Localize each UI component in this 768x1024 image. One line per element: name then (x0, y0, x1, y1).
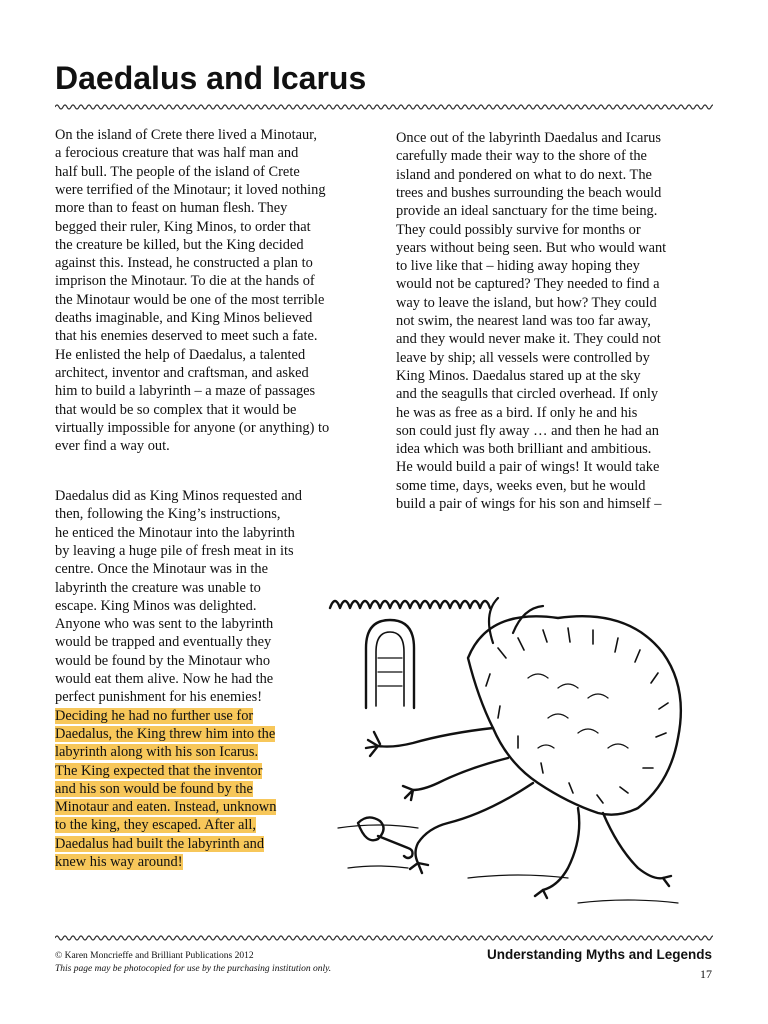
photocopy-note: This page may be photocopied for use by the purchasing institution only. (55, 964, 332, 974)
page-title: Daedalus and Icarus (55, 60, 367, 96)
body-text-line: that would be so complex that it would be (55, 401, 297, 418)
highlight-span: Minotaur and eaten. Instead, unknown (55, 799, 277, 816)
body-text-line: to live like that – hiding away hoping they (396, 258, 640, 275)
highlighted-text-line (55, 835, 264, 853)
series-title: Understanding Myths and Legends (486, 947, 712, 962)
highlight-span: to the king, they escaped. After all, (55, 817, 257, 834)
body-text-line: then, following the King’s instructions, (55, 506, 281, 523)
highlighted-text-line (55, 780, 253, 798)
highlighted-text-line (55, 743, 258, 761)
body-text-line: and they would never make it. They could not (396, 331, 661, 348)
highlight-span: labyrinth along with his son Icarus. (55, 744, 259, 761)
body-text-line: would not be captured? They needed to find a (396, 276, 660, 293)
body-text-line: provide an ideal sanctuary for the time being. (396, 203, 658, 220)
body-text-line: ever find a way out. (55, 438, 170, 455)
highlight-span: and his son would be found by the (55, 780, 253, 797)
body-text-line: some time, days, weeks even, but he would (396, 477, 646, 494)
body-text-line: begged their ruler, King Minos, to order that (55, 218, 311, 235)
body-text-line: build a pair of wings for his son and himself – (396, 496, 662, 512)
body-text-line: would be trapped and eventually they (55, 634, 272, 651)
body-text-line: labyrinth the creature was unable to (55, 579, 261, 596)
body-text-line: On the island of Crete there lived a Minotaur, (55, 127, 317, 143)
body-text-line: against this. Instead, he constructed a plan to (55, 255, 313, 272)
body-text-line: and the seagulls that circled overhead. If only (396, 386, 659, 403)
body-text-line: island and pondered on what to do next. The (396, 166, 652, 183)
highlighted-text-line (55, 707, 253, 725)
body-text-line: escape. King Minos was delighted. (55, 597, 257, 614)
highlight-span: The King expected that the inventor (55, 762, 263, 779)
minotaur-arm (378, 728, 493, 747)
body-text-line: more than to feast on human flesh. They (55, 200, 288, 217)
body-text-line: were terrified of the Minotaur; it loved nothing (55, 181, 326, 198)
body-text-line: not swim, the nearest land was too far away, (396, 313, 651, 329)
body-text-line: would be found by the Minotaur who (55, 652, 271, 669)
top-wavy-divider (55, 103, 713, 111)
labyrinth-wall-outline (330, 601, 490, 608)
highlighted-text-line (55, 762, 262, 780)
body-text-line: way to leave the island, but how? They could (396, 294, 657, 311)
meat-drumstick (358, 817, 413, 858)
body-text-line: he enticed the Minotaur into the labyrinth (55, 524, 295, 541)
body-text-line: by leaving a huge pile of fresh meat in its (55, 542, 294, 559)
body-text-line: son could just fly away … and then he had an (396, 422, 659, 439)
body-text-line: that his enemies deserved to meet such a fate. (55, 328, 318, 345)
highlighted-text-line (55, 725, 275, 743)
body-text-line: years without being seen. But who would want (396, 239, 667, 256)
minotaur-body (468, 616, 681, 814)
body-text-line: deaths imaginable, and King Minos believed (55, 310, 313, 326)
body-text-line: trees and bushes surrounding the beach would (396, 184, 662, 201)
page-number: 17 (700, 967, 712, 981)
highlighted-text-line (55, 816, 256, 834)
highlight-span: Daedalus had built the labyrinth and (55, 835, 265, 852)
body-text-line: architect, inventor and craftsman, and asked (55, 364, 309, 381)
body-text-line: he was as free as a bird. If only he and his (396, 404, 638, 421)
body-text-line: centre. Once the Minotaur was in the (55, 561, 268, 578)
highlight-span: Daedalus, the King threw him into the (55, 725, 276, 742)
copyright-notice: © Karen Moncrieffe and Brilliant Publications 2012 (55, 951, 254, 961)
highlighted-text-line (55, 853, 183, 871)
body-text-line: Once out of the labyrinth Daedalus and Icarus (396, 130, 661, 146)
bottom-wavy-divider (55, 934, 713, 942)
highlight-span: knew his way around! (55, 854, 183, 870)
body-text-line: virtually impossible for anyone (or anything) to (55, 419, 330, 436)
minotaur-illustration (318, 568, 718, 920)
body-text-line: would eat them alive. Now he had the (55, 671, 274, 687)
body-text-line: Anyone who was sent to the labyrinth (55, 616, 274, 633)
highlighted-text-line (55, 798, 276, 816)
body-text-line: carefully made their way to the shore of the (396, 148, 647, 165)
body-text-line: He enlisted the help of Daedalus, a talented (55, 346, 306, 363)
body-text-line: He would build a pair of wings! It would take (396, 459, 660, 476)
body-text-line: a ferocious creature that was half man and (55, 145, 299, 162)
body-text-line: idea which was both brilliant and ambitious. (396, 441, 652, 458)
body-text-line: leave by ship; all vessels were controlled by (396, 349, 650, 366)
body-text-line: They could possibly survive for months or (396, 221, 641, 238)
body-text-line: King Minos. Daedalus stared up at the sky (396, 367, 641, 384)
body-text-line: Daedalus did as King Minos requested and (55, 488, 302, 504)
body-text-line: half bull. The people of the island of Crete (55, 163, 300, 180)
body-text-line: him to build a labyrinth – a maze of passages (55, 383, 316, 400)
highlight-span: Deciding he had no further use for (55, 707, 254, 724)
body-text-line: the creature be killed, but the King decided (55, 236, 304, 253)
body-text-line: the Minotaur would be one of the most terrible (55, 291, 325, 308)
body-text-line: perfect punishment for his enemies! (55, 689, 262, 706)
labyrinth-doorway (366, 620, 414, 708)
body-text-line: imprison the Minotaur. To die at the hands of (55, 273, 315, 290)
